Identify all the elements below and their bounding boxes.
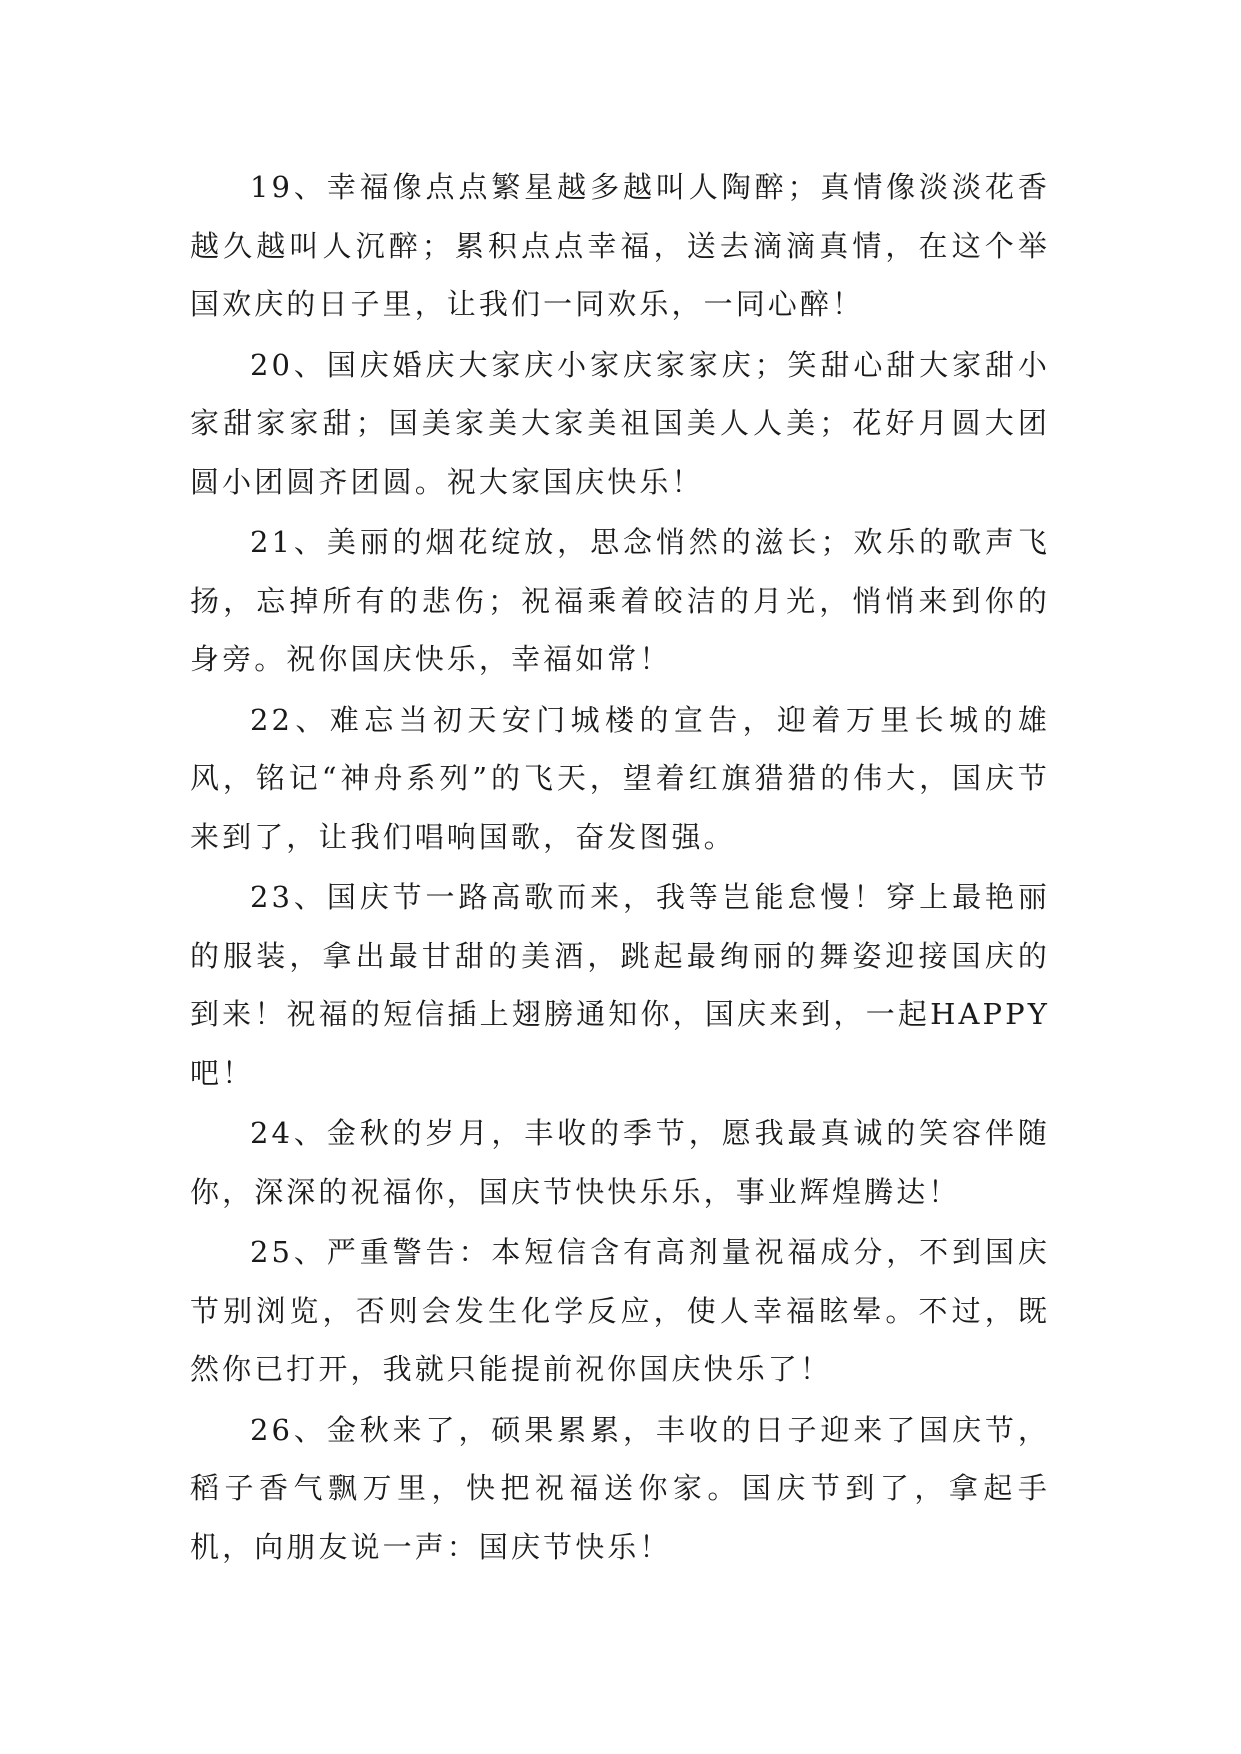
paragraph-23: 23、国庆节一路高歌而来，我等岂能怠慢！穿上最艳丽的服装，拿出最甘甜的美酒，跳起最绚丽的舞姿迎接国庆的到来！祝福的短信插上翅膀通知你，国庆来到，一起HAPPY吧！ (190, 880, 1050, 1090)
paragraph-24: 24、金秋的岁月，丰收的季节，愿我最真诚的笑容伴随你，深深的祝福你，国庆节快快乐乐，事业辉煌腾达！ (190, 1116, 1050, 1209)
document-body (190, 158, 1050, 1578)
paragraph-25: 25、严重警告：本短信含有高剂量祝福成分，不到国庆节别浏览，否则会发生化学反应，使人幸福眩晕。不过，既然你已打开，我就只能提前祝你国庆快乐了！ (190, 1235, 1050, 1386)
paragraph-21: 21、美丽的烟花绽放，思念悄然的滋长；欢乐的歌声飞扬，忘掉所有的悲伤；祝福乘着皎洁的月光，悄悄来到你的身旁。祝你国庆快乐，幸福如常！ (190, 525, 1050, 676)
paragraph-26: 26、金秋来了，硕果累累，丰收的日子迎来了国庆节，稻子香气飘万里，快把祝福送你家。国庆节到了，拿起手机，向朋友说一声：国庆节快乐！ (190, 1412, 1050, 1564)
paragraph-20: 20、国庆婚庆大家庆小家庆家家庆；笑甜心甜大家甜小家甜家家甜；国美家美大家美祖国美人人美；花好月圆大团圆小团圆齐团圆。祝大家国庆快乐！ (190, 347, 1050, 499)
paragraph-19: 19、幸福像点点繁星越多越叫人陶醉；真情像淡淡花香越久越叫人沉醉；累积点点幸福，送去滴滴真情，在这个举国欢庆的日子里，让我们一同欢乐，一同心醉！ (190, 170, 1050, 321)
paragraph-22: 22、难忘当初天安门城楼的宣告，迎着万里长城的雄风，铭记“神舟系列”的飞天，望着红旗猎猎的伟大，国庆节来到了，让我们唱响国歌，奋发图强。 (190, 702, 1050, 854)
